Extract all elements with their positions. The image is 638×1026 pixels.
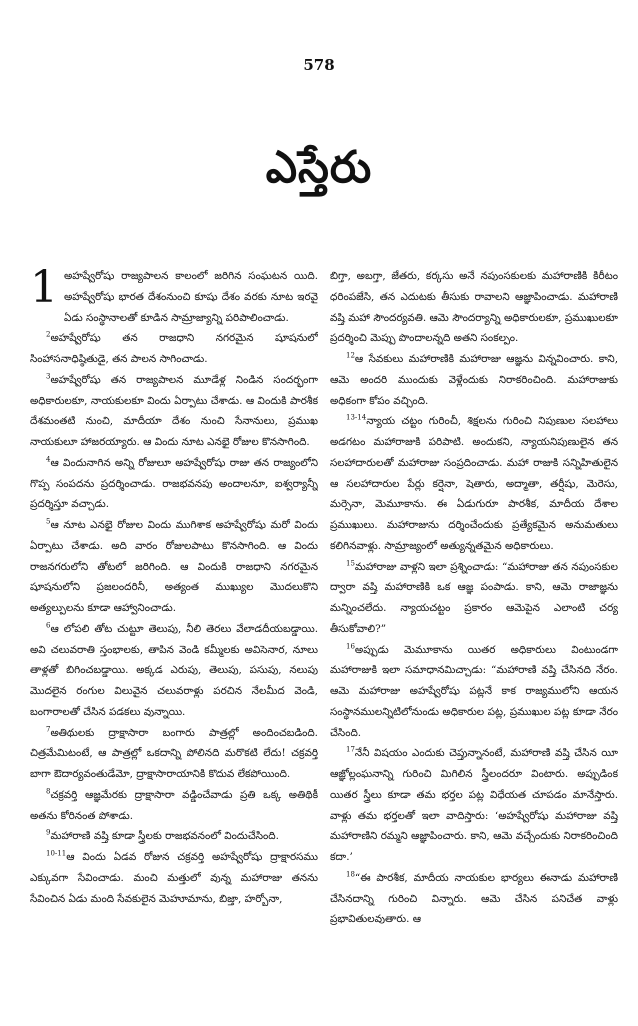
verse-text: ఆ సేవకులు మహారాణికి మహారాజు ఆజ్ఞను విన్నవించారు. కాని, ఆమె అందరి ముందుకు వెళ్లేందుకు నిరాకరించింది. మహారాజుకు అధికంగా కోపం వచ్చింది. xyxy=(330,353,618,407)
verse-paragraph xyxy=(30,453,318,515)
verse-number: 15 xyxy=(346,559,355,568)
verse-text: చక్రవర్తి ఆజ్ఞమేరకు ద్రాక్షాసారా వడ్డించేవాడు ప్రతి ఒక్క అతిథికీ అతను కోరినంత పోశాడు. xyxy=(30,788,318,822)
verse-text: న్యాయ చట్టం గురించీ, శిక్షలను గురించి నిపుణుల సలహాలు అడగటం మహారాజుకి పరిపాటి. అందుకని, న్యాయనిపుణులైన తన సలహాదారులతో మహారాజు సంప్రదించాడు. మహా రాజుకి సన్నిహితులైన ఆ సలహాదారుల పేర్లు కర్షెనా, షెతారు, అద్మాతా, తర్షీషు, మెరెసు, మర్సెనా, మెమూకాను. ఈ ఏడుగురూ పారశీక, మాదీయ దేశాల ప్రముఖులు. మహారాజును దర్శించేందుకు ప్రత్యేకమైన అనుమతులు కలిగినవాళ్లు. సామ్రాజ్యంలో అత్యున్నతమైన అధికారులు. xyxy=(330,415,618,552)
verse-number: 6 xyxy=(46,621,51,630)
verse-paragraph xyxy=(30,785,318,827)
verse-number: 12 xyxy=(346,351,355,360)
verse-text: ఆ లోపలి తోట చుట్టూ తెలుపు, నీలి తెరలు వేలాడదీయబడ్డాయి. అవి చలువరాతి స్తంభాలకు, తాపిన వెండి కమ్మీలకు అవిసెనార, నూలు తాళ్లతో బిగించబడ్డాయి. అక్కడ ఎరుపు, తెలుపు, పసుపు, నలుపు మొదలైన రంగుల విలువైన చలువరాళ్లు పరచిన నేలమీద వెండి, బంగారాలతో చేసిన పడకలు వున్నాయి. xyxy=(30,622,318,718)
verse-paragraph xyxy=(30,266,318,328)
verse-text: మహారాజు వాళ్లని ఇలా ప్రశ్నించాడు: “మహారాజు తన నపుంసకుల ద్వారా వష్తి మహారాణికి ఒక ఆజ్ఞ పంపాడు. కాని, ఆమె రాజాజ్ఞను మన్నించలేదు. న్యాయచట్టం ప్రకారం ఆమెపైన ఎలాంటి చర్య తీసుకోవాలి?” xyxy=(330,560,618,635)
verse-number: 3 xyxy=(46,372,51,381)
verse-paragraph xyxy=(30,826,318,847)
verse-number: 8 xyxy=(46,787,51,796)
verse-number: 5 xyxy=(46,517,51,526)
verse-paragraph xyxy=(30,619,318,723)
page-number: 578 xyxy=(303,56,335,74)
verse-text: అతిథులకు ద్రాక్షాసారా బంగారు పాత్రల్లో అందించబడింది. చిత్రమేమిటంటే, ఆ పాత్రల్లో ఒకదాన్ని పోలినది మరొకటి లేదు! చక్రవర్తి బాగా ఔదార్యవంతుడేమో, ద్రాక్షాసారాయానికి కొదువ లేకపోయింది. xyxy=(30,726,318,780)
verse-paragraph xyxy=(330,411,618,556)
verse-number: 18 xyxy=(346,870,355,879)
verse-text: అహష్వేరోషు తన రాజధాని నగరమైన షూషనులో సింహాసనాధిష్ఠితుడై, తన పాలన సాగించాడు. xyxy=(30,332,318,365)
verse-text: నేనీ విషయం ఎందుకు చెప్తున్నానంటే, మహారాణి వష్తి చేసిన యీ ఆజ్ఞోల్లంఘనాన్ని గురించి మిగిలిన స్త్రీలందరూ వింటారు. అప్పుడింక యితర స్త్రీలు కూడా తమ భర్తల పట్ల విధేయత చూపడం మానేస్తారు. వాళ్లు తమ భర్తలతో ఇలా వాదిస్తారు: ‘అహష్వేరోషు మహారాజు వష్తి మహారాణిని రమ్మని ఆజ్ఞాపించారు. కాని, ఆమె వచ్చేందుకు నిరాకరించింది కదా.’ xyxy=(330,747,618,863)
verse-paragraph xyxy=(30,515,318,619)
verse-paragraph xyxy=(30,370,318,453)
left-column xyxy=(30,266,318,1022)
verse-paragraph xyxy=(30,847,318,909)
verse-paragraph xyxy=(30,328,318,370)
verse-paragraph xyxy=(30,723,318,785)
verse-number: 17 xyxy=(346,745,355,754)
verse-number: 7 xyxy=(46,725,51,734)
verse-text: అహష్వేరోషు రాజ్యపాలన కాలంలో జరిగిన సంఘటన యిది. అహష్వేరోషు భారత దేశంనుంచి కూషు దేశం వరకు నూట ఇరవై ఏడు సంస్థానాలతో కూడిన సామ్రాజ్యాన్ని పరిపాలించాడు. xyxy=(64,270,318,324)
verse-text: ఆ విందు ఏడవ రోజున చక్రవర్తి అహష్వేరోషు ద్రాక్షారసము ఎక్కువగా సేవించాడు. మంచి మత్తులో వున్న మహారాజు తనను సేవించిన ఏడు మంది సేవకులైన మెహూమాను, బిజ్తా, హర్బోనా, xyxy=(30,851,318,905)
verse-paragraph xyxy=(330,349,618,411)
verse-text: అహష్వేరోషు తన రాజ్యపాలన మూడేళ్ల నిండిన సందర్భంగా అధికారులకూ, నాయకులకూ విందు ఏర్పాటు చేశాడు. ఆ విందుకి పారశీక దేశమంతటి నుంచి, మాదీయా దేశం నుంచి సేనానులు, ప్రముఖ నాయకులూ హాజరయ్యారు. ఆ విందు నూట ఎనభై రోజుల కొనసాగింది. xyxy=(30,373,318,448)
verse-number: 16 xyxy=(346,642,355,651)
verse-paragraph xyxy=(330,743,618,868)
verse-number: 4 xyxy=(46,455,51,464)
chapter-number: 1 xyxy=(30,266,58,313)
verse-paragraph xyxy=(330,868,618,930)
verse-number: 10-11 xyxy=(46,849,67,858)
right-column xyxy=(330,266,618,1022)
verse-paragraph xyxy=(330,557,618,640)
verse-number: 2 xyxy=(46,330,51,339)
verse-number: 9 xyxy=(46,828,51,837)
verse-text: మహారాణి వష్తి కూడా స్త్రీలకు రాజభవనంలో విందుచేసింది. xyxy=(50,830,279,843)
verse-text: ఆ విందునాగిన అన్ని రోజులూ అహష్వేరోషు రాజు తన రాజ్యంలోని గొప్ప సంపదను ప్రదర్శించాడు. రాజభవనపు అందాలనూ, ఐశ్వర్యాన్నీ ప్రదర్శిస్తూ వచ్చాడు. xyxy=(30,456,318,511)
verse-text: అప్పుడు మెమూకాను యితర అధికారులు వింటుండగా మహారాజుకి ఇలా సమాధానమిచ్చాడు: “మహారాణి వష్తి చేసినది నేరం. ఆమె మహారాజు అహష్వేరోషు పట్లనే కాక రాజ్యములోని ఆయన సంస్థానములన్నిటిలోనుండు అధికారుల పట్ల, ప్రముఖుల పట్ల కూడా నేరం చేసింది. xyxy=(330,643,618,739)
verse-text: ఆ నూట ఎనభై రోజుల విందు ముగిశాక అహష్వేరోషు మరో విందు ఏర్పాటు చేశాడు. అది వారం రోజులపాటు కొనసాగింది. ఆ విందు రాజనగరులోని తోటలో జరిగింది. ఆ విందుకి రాజధాని నగరమైన షూషనులోని ప్రజలందరినీ, అత్యంత ముఖ్యుల మొదలుకొని అత్యల్పులను కూడా ఆహ్వానించాడు. xyxy=(30,519,318,614)
book-title: ఎస్తేరు xyxy=(265,142,373,193)
verse-paragraph xyxy=(330,640,618,744)
verse-text: బిగ్తా, అబగ్తా, జేతరు, కర్కసు అనే నపుంసకులకు మహారాణికి కిరీటం ధరింపజేసి, తన ఎదుటకు తీసుకు రావాలని ఆజ్ఞాపించాడు. మహారాణి వష్తి మహా సౌందర్యవతి. ఆమె సౌందర్యాన్ని అధికారులకూ, ప్రముఖులకూ ప్రదర్శించి మెప్పు పొందాలన్నది అతని సంకల్పం. xyxy=(330,270,618,345)
verse-paragraph xyxy=(330,266,618,349)
verse-number: 13-14 xyxy=(346,413,367,422)
verse-text: “ఈ పారశీక, మాదీయ నాయకుల భార్యలు ఈనాడు మహారాణి చేసినదాన్ని గురించి విన్నారు. ఆమె చేసిన పనిచేత వాళ్లు ప్రభావితులవుతారు. ఆ xyxy=(330,871,618,926)
